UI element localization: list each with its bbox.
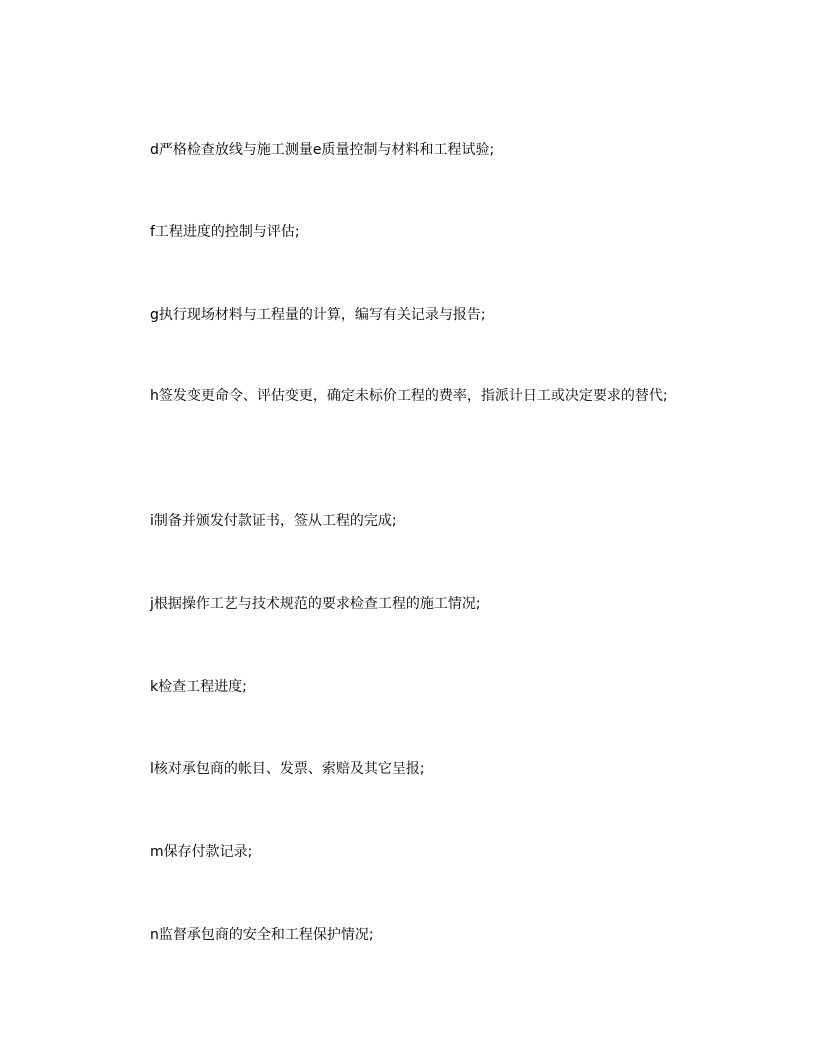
paragraph-g: g执行现场材料与工程量的计算，编写有关记录与报告; — [150, 307, 486, 323]
paragraph-k: k检查工程进度; — [150, 679, 247, 695]
paragraph-f: f工程进度的控制与评估; — [150, 224, 300, 240]
paragraph-l: l核对承包商的帐目、发票、索赔及其它呈报; — [150, 761, 425, 777]
paragraph-d: d严格检查放线与施工测量e质量控制与材料和工程试验; — [150, 142, 495, 158]
paragraph-i: i制备并颁发付款证书，签从工程的完成; — [150, 513, 397, 529]
paragraph-m: m保存付款记录; — [150, 844, 253, 860]
paragraph-j: j根据操作工艺与技术规范的要求检查工程的施工情况; — [150, 596, 481, 612]
paragraph-h: h签发变更命令、评估变更，确定未标价工程的费率，指派计日工或决定要求的替代; — [150, 388, 668, 404]
paragraph-n: n监督承包商的安全和工程保护情况; — [150, 927, 374, 943]
